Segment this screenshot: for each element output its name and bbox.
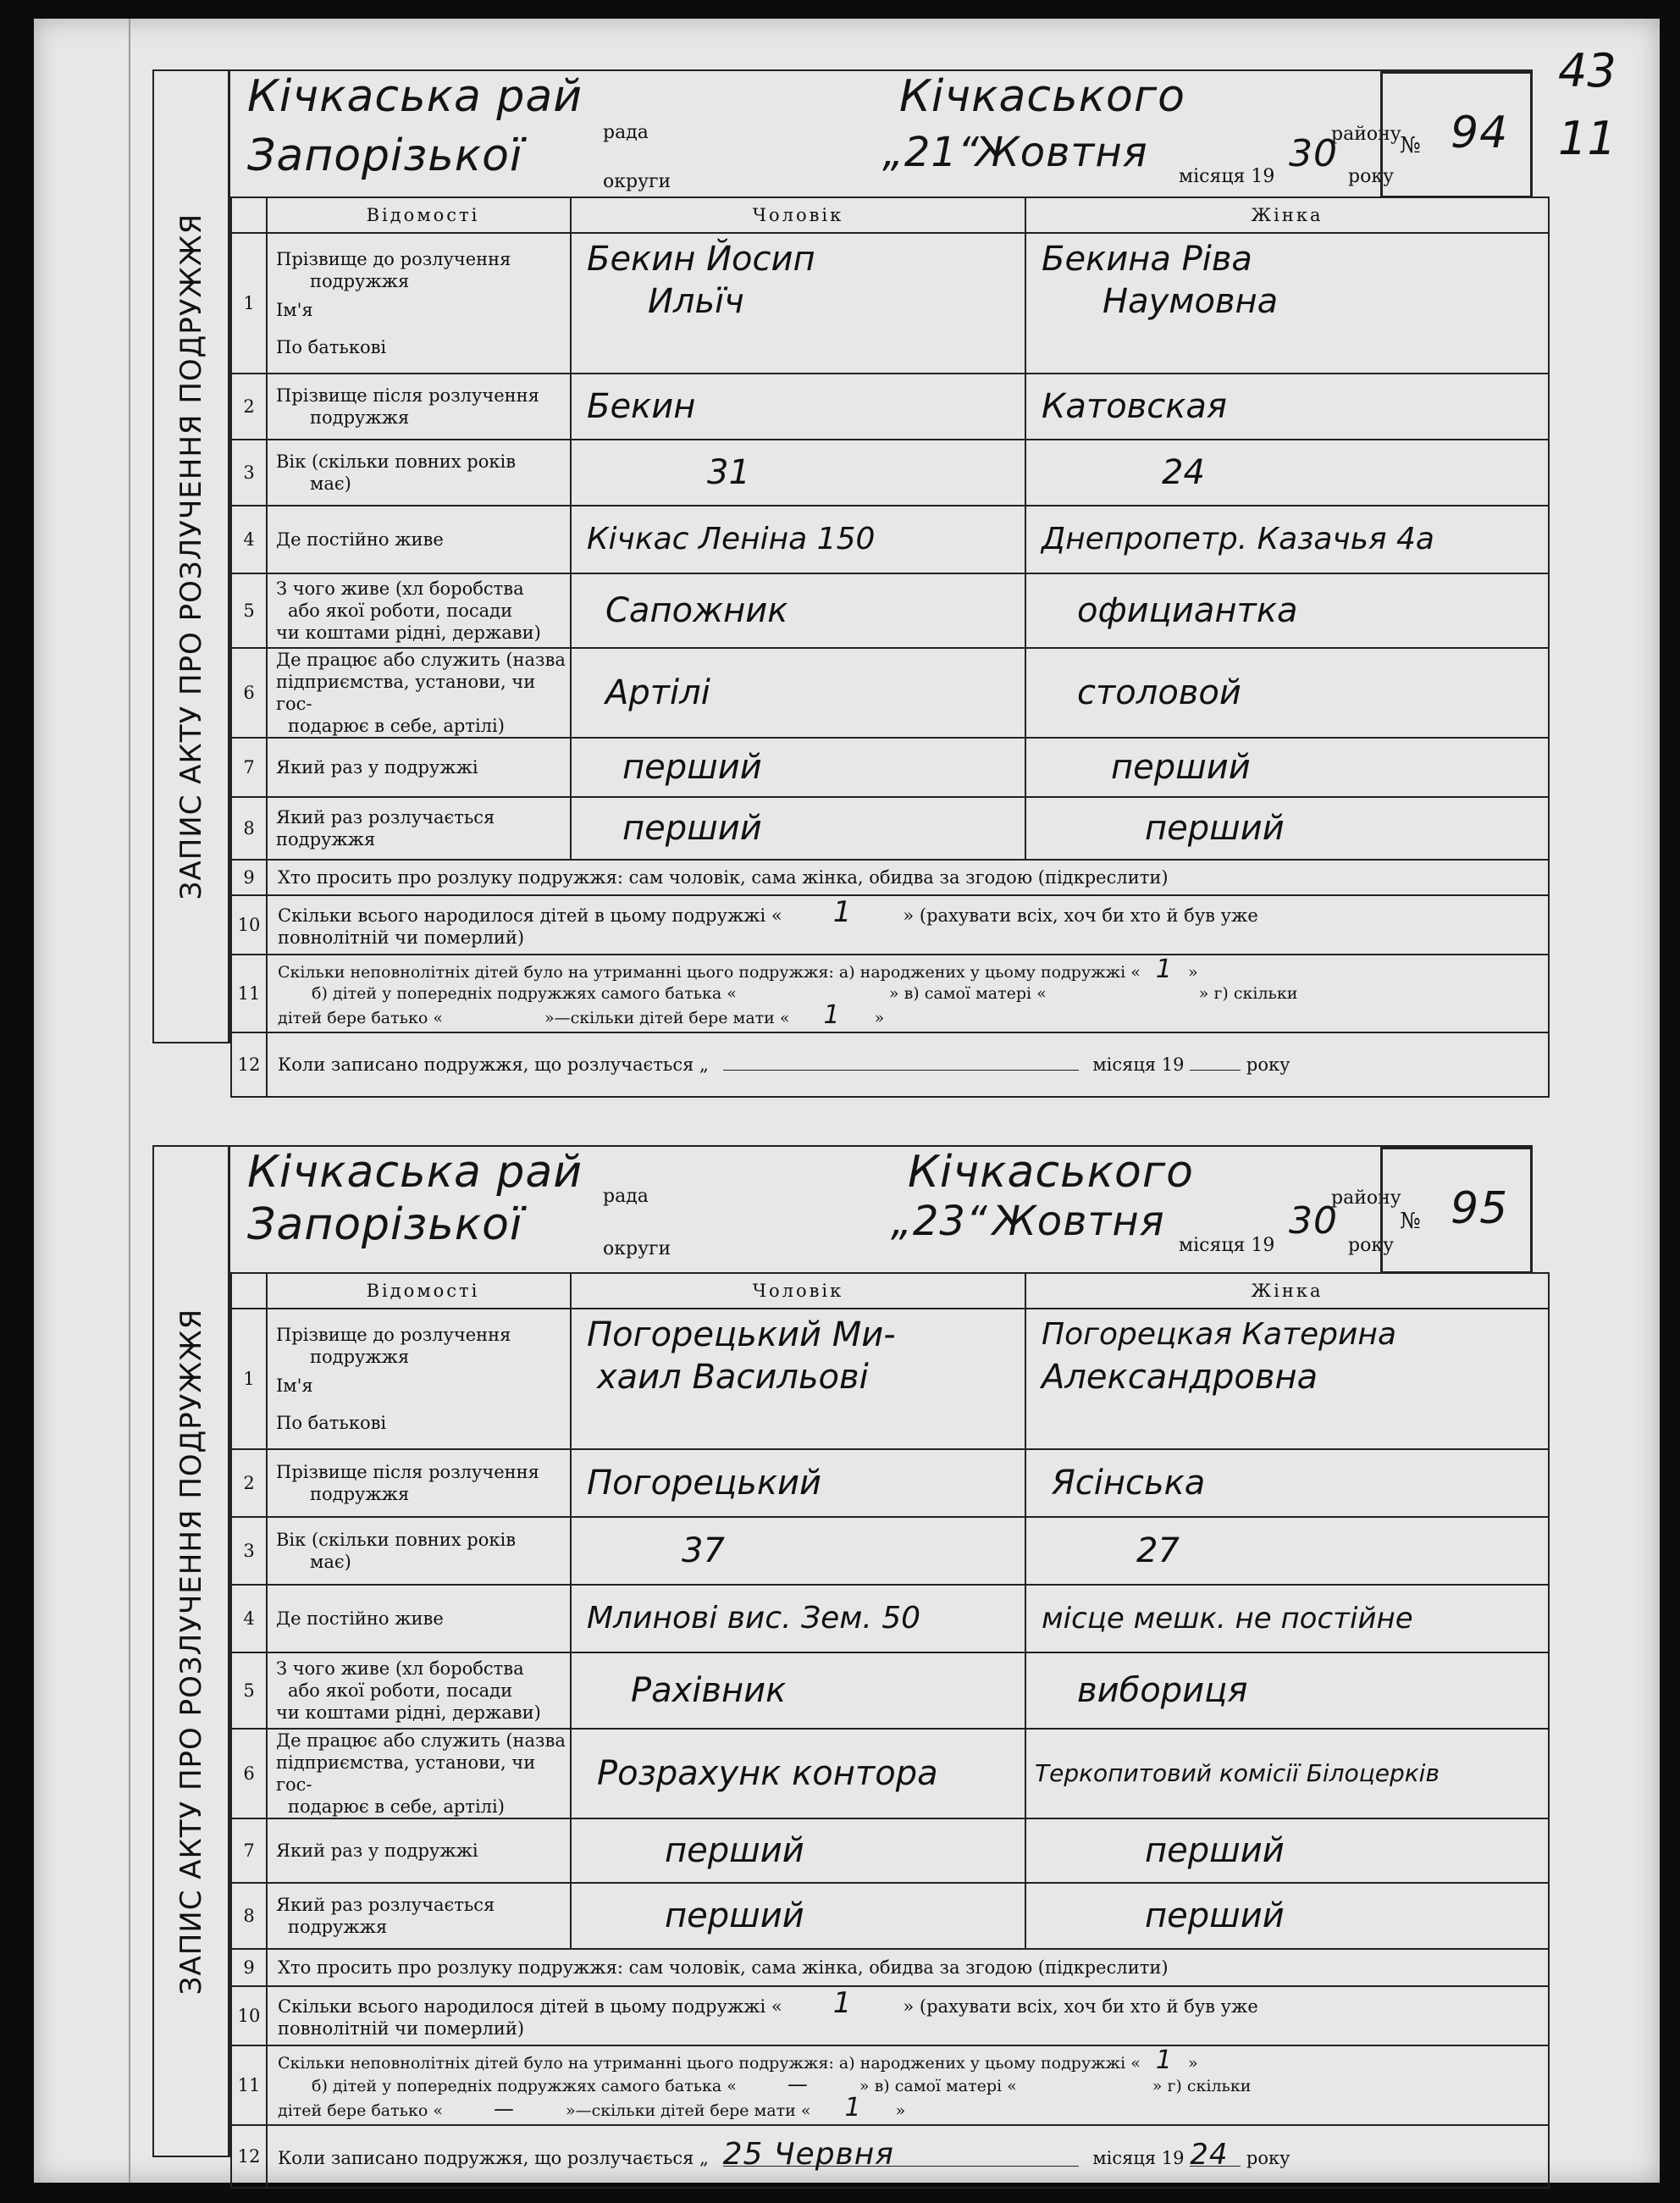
woman-workplace: столовой (1077, 673, 1241, 712)
woman-livelihood: вибориця (1077, 1671, 1248, 1710)
date-day: „23“ (891, 1198, 988, 1245)
woman-residence: місце мешк. не постійне (1042, 1602, 1413, 1636)
col-header-woman: Жінка (1025, 197, 1549, 233)
month-year-label: місяця 19 (1179, 1235, 1275, 1256)
man-surname-before: Погорецький Ми- (587, 1315, 896, 1354)
col-header-man: Чоловік (571, 197, 1025, 233)
woman-residence: Днепропетр. Казачья 4а (1042, 522, 1434, 556)
man-divorce-no: перший (665, 1896, 804, 1935)
woman-age: 24 (1162, 453, 1205, 492)
page-fold (129, 19, 130, 2183)
man-age: 31 (707, 453, 750, 492)
children-minor: 1 (1155, 954, 1173, 984)
children-mother: 1 (844, 2092, 862, 2123)
date-month: Жовтня (975, 129, 1148, 176)
side-title-text: ЗАПИС АКТУ ПРО РОЗЛУЧЕННЯ ПОДРУЖЖЯ (174, 213, 208, 900)
woman-marriage-no: перший (1145, 1831, 1285, 1870)
woman-divorce-no: перший (1145, 809, 1285, 848)
okruhy-label: округи (603, 1238, 671, 1259)
registration-date: 25 Червня (723, 2144, 1079, 2167)
children-father (443, 1001, 544, 1029)
month-year-label: місяця 19 (1179, 166, 1275, 187)
record-number: 95 (1451, 1183, 1509, 1234)
woman-workplace: Теркопитовий комісії Білоцерків (1035, 1759, 1440, 1787)
col-header-woman: Жінка (1025, 1273, 1549, 1309)
okruhy-value: Запорізької (247, 1199, 523, 1250)
man-age: 37 (682, 1531, 725, 1570)
woman-name-patronymic: Александровна (1042, 1358, 1318, 1397)
rada-label: рада (603, 1186, 649, 1207)
raionu-label: району (1331, 124, 1401, 145)
woman-age: 27 (1136, 1531, 1180, 1570)
raionu-label: району (1331, 1187, 1401, 1209)
man-name-patronymic: хаил Васильові (597, 1358, 869, 1397)
man-marriage-no: перший (665, 1831, 804, 1870)
raionu-value: Кічкаського (899, 71, 1185, 122)
man-livelihood: Рахівник (631, 1671, 787, 1710)
man-livelihood: Сапожник (605, 591, 788, 630)
registration-date (723, 1070, 1079, 1071)
record-header (230, 1145, 1533, 1274)
woman-livelihood: официантка (1077, 591, 1298, 630)
okruhy-value: Запорізької (247, 130, 523, 181)
roku-label: року (1348, 1235, 1395, 1256)
col-header-info: Відомості (267, 1273, 571, 1309)
children-minor: 1 (1155, 2045, 1173, 2075)
man-surname-after: Погорецький (587, 1464, 821, 1503)
divorce-record-95 (152, 1145, 1533, 2172)
raionu-value: Кічкаського (908, 1147, 1194, 1198)
record-table: Відомості Чоловік Жінка 1 Прізвище до розлучення подружжя Ім'я По батькові Бекин Йосип Ильїч Бекина Ріва Наумовна 2 Прізвище після розлучення подружжя Бекин Катовская 3 Вік (скільки повних років має) 31 24 4 Де постійно живе Кічкас Леніна 150 Днепропетр. Казачья 4а 5 З чого живе (хл боробства або якої роботи, посади чи коштами рідні, держави) Сапожник официантка 6 Де працює або служить (назва підприємства, установи, чи гос- подарює в себе, артілі) Артілі столовой 7 Який раз у подружжі перший перший 8 Який раз розлучається подружжя перший перший 9 Хто просить про розлуку подружжя: сам чоловік, сама жінка, обидва за згодою (підкреслити) 10 Скільки всього народилося дітей в цьому подружжі « 1 » (рахувати всіх, хоч би хто й був уже повнолітній чи померлий) 11 Скільки неповнолітніх дітей було на утриманні цього подружжя: а) народжених у цьому подружжі « 1 » б) дітей у попередніх подружжях самого батька « » в) самої матері « » г) скільки дітей бере батько « »—скільки дітей бере мати « 1 » 12 Коли записано подружжя, що розлучається „ місяця 19 року (230, 196, 1550, 1098)
children-mother: 1 (823, 999, 841, 1030)
children-father: — (493, 2096, 515, 2121)
row9-text: Хто просить про розлуку подружжя: сам чоловік, сама жінка, обидва за згодою (підкреслити) (278, 867, 1169, 888)
side-title-text: ЗАПИС АКТУ ПРО РОЗЛУЧЕННЯ ПОДРУЖЖЯ (174, 1308, 208, 1995)
rada-value: Кічкаська рай (247, 1147, 583, 1198)
document-page (34, 19, 1660, 2183)
woman-surname-after: Катовская (1042, 387, 1227, 426)
record-side-title (152, 69, 230, 1043)
margin-note-2: 11 (1558, 112, 1616, 165)
man-marriage-no: перший (622, 748, 762, 787)
children-total: 1 (832, 1986, 853, 2020)
date-day: „21“ (882, 129, 980, 176)
woman-divorce-no: перший (1145, 1896, 1285, 1935)
date-month: Жовтня (992, 1198, 1165, 1245)
col-header-man: Чоловік (571, 1273, 1025, 1309)
woman-surname-after: Ясінська (1052, 1464, 1206, 1503)
record-table: Відомості Чоловік Жінка 1 Прізвище до розлучення подружжя Ім'я По батькові Погорецький Ми- хаил Васильові Погорецкая Катерина Александровна 2 Прізвище після розлучення подружжя Погорецький Ясінська 3 Вік (скільки повних років має) 37 27 4 Де постійно живе Млинові вис. Зем. 50 місце мешк. не постійне 5 З чого живе (хл боробства або якої роботи, посади чи коштами рідні, держави) Рахівник вибориця 6 Де працює або служить (назва підприємства, установи, чи гос- подарює в себе, артілі) Розрахунк контора Теркопитовий комісії Білоцерків 7 Який раз у подружжі перший перший 8 Який раз розлучається подружжя перший перший 9 Хто просить про розлуку подружжя: сам чоловік, сама жінка, обидва за згодою (підкреслити) 10 Скільки всього народилося дітей в цьому подружжі « 1 » (рахувати всіх, хоч би хто й був уже повнолітній чи померлий) 11 Скільки неповнолітніх дітей було на утриманні цього подружжя: а) народжених у цьому подружжі « 1 » б) дітей у попередніх подружжях самого батька « — » в) самої матері « » г) скільки дітей бере батько « — »—скільки дітей бере мати « 1 » 12 Коли записано подружжя, що розлучається „ 25 Червня місяця 19 24 року (230, 1272, 1550, 2189)
row9-text: Хто просить про розлуку подружжя: сам чоловік, сама жінка, обидва за згодою (підкреслити) (278, 1957, 1169, 1978)
record-number-box (1380, 71, 1533, 198)
col-header-info: Відомості (267, 197, 571, 233)
woman-surname-before: Погорецкая Катерина (1042, 1317, 1397, 1352)
man-residence: Кічкас Леніна 150 (587, 522, 876, 556)
man-surname-after: Бекин (587, 387, 696, 426)
date-year: 30 (1289, 132, 1338, 175)
record-number: 94 (1451, 108, 1509, 158)
record-side-title (152, 1145, 230, 2157)
rada-value: Кічкаська рай (247, 71, 583, 122)
man-name-patronymic: Ильїч (648, 282, 744, 321)
number-label: № (1400, 133, 1421, 158)
woman-surname-before: Бекина Ріва (1042, 240, 1252, 279)
man-residence: Млинові вис. Зем. 50 (587, 1601, 921, 1636)
record-number-box (1380, 1147, 1533, 1274)
okruhy-label: округи (603, 171, 671, 192)
roku-label: року (1348, 166, 1395, 187)
woman-name-patronymic: Наумовна (1102, 282, 1279, 321)
children-prior-father: — (787, 2072, 809, 2096)
man-workplace: Артілі (605, 673, 710, 712)
children-total: 1 (832, 895, 853, 929)
divorce-record-94 (152, 69, 1533, 1075)
record-header (230, 69, 1533, 198)
number-label: № (1400, 1209, 1421, 1234)
registration-year (1190, 1070, 1241, 1071)
man-divorce-no: перший (622, 809, 762, 848)
woman-marriage-no: перший (1111, 748, 1251, 787)
man-surname-before: Бекин Йосип (587, 240, 815, 279)
date-year: 30 (1289, 1199, 1338, 1243)
registration-year: 24 (1190, 2144, 1241, 2167)
man-workplace: Розрахунк контора (597, 1754, 938, 1793)
rada-label: рада (603, 122, 649, 143)
margin-note-1: 43 (1558, 44, 1616, 97)
